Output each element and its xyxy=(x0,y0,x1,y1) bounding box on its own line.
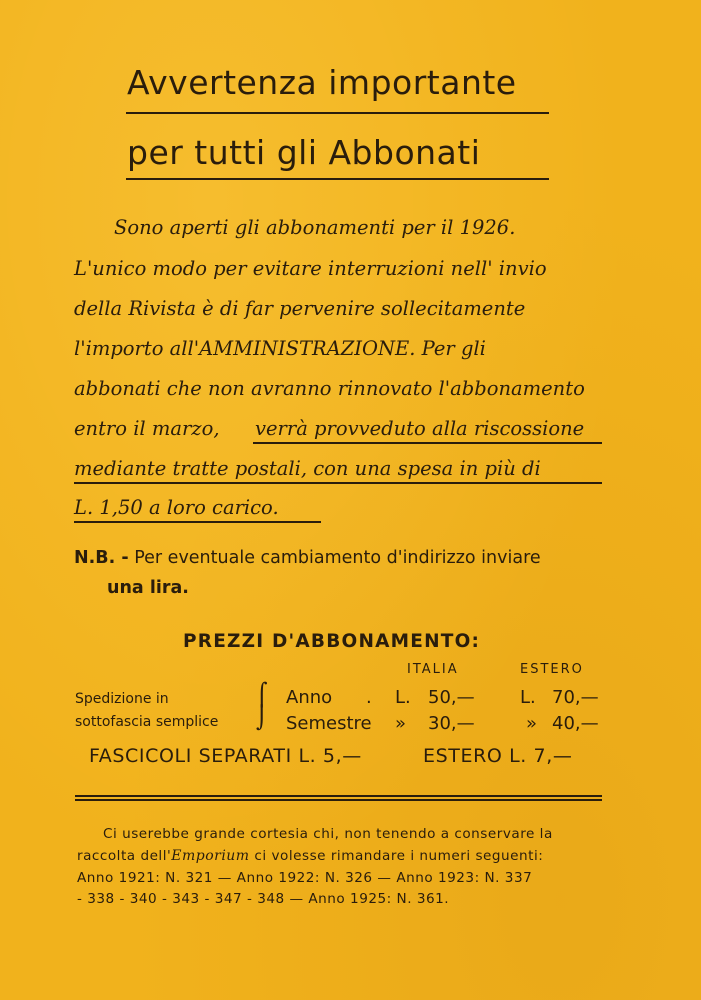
fascicoli-italia: FASCICOLI SEPARATI L. 5,— xyxy=(89,745,362,767)
footer-line-4: - 338 - 340 - 343 - 347 - 348 — Anno 1925: N. 361. xyxy=(77,891,450,907)
notice-line-7: mediante tratte postali, con una spesa in più di xyxy=(74,457,541,480)
row-anno-cur: L. xyxy=(395,687,411,708)
shipping-label-1: Spedizione in xyxy=(75,691,169,707)
row-anno-estero-cur: L. xyxy=(520,687,536,708)
notice-line-5: abbonati che non avranno rinnovato l'abbonamento xyxy=(74,377,585,400)
row-anno-estero: 70,— xyxy=(552,687,599,708)
notice-line-3: della Rivista è di far pervenire sollecitamente xyxy=(74,297,526,320)
footer-line-1: Ci userebbe grande cortesia chi, non tenendo a conservare la xyxy=(103,826,553,842)
footer-line-3: Anno 1921: N. 321 — Anno 1922: N. 326 — Anno 1923: N. 337 xyxy=(77,870,533,886)
footer-line-2 xyxy=(77,848,607,864)
notice-line-8: L. 1,50 a loro carico. xyxy=(74,496,279,519)
notice-line-6b: verrà provveduto alla riscossione xyxy=(255,417,585,440)
emporium-title: Emporium xyxy=(171,848,250,864)
notice-line-4: l'importo all'AMMINISTRAZIONE. Per gli xyxy=(74,337,486,360)
title-underline-2 xyxy=(126,178,549,180)
title-underline-1 xyxy=(126,112,549,114)
divider-bottom xyxy=(75,799,602,801)
nb-text: Per eventuale cambiamento d'indirizzo inviare xyxy=(134,548,541,568)
row-semestre-sep: » xyxy=(395,713,407,734)
col-estero: ESTERO xyxy=(520,662,584,677)
footer-line-2a: raccolta dell' xyxy=(77,848,172,864)
row-anno-italia: 50,— xyxy=(428,687,475,708)
brace-bottom: ⌡ xyxy=(256,706,268,731)
shipping-label-2: sottofascia semplice xyxy=(75,714,219,730)
underline-6 xyxy=(253,442,602,444)
nb-line xyxy=(74,548,614,568)
fascicoli-estero: ESTERO L. 7,— xyxy=(423,745,573,767)
brace-top: ⌠ xyxy=(256,683,268,708)
notice-line-2: L'unico modo per evitare interruzioni nell' invio xyxy=(74,257,547,280)
prices-title: PREZZI D'ABBONAMENTO: xyxy=(183,631,481,652)
nb-label: N.B. - xyxy=(74,548,129,568)
nb-text-2: una lira. xyxy=(107,578,189,598)
notice-line-6a: entro il marzo, xyxy=(74,417,220,440)
notice-line-1: Sono aperti gli abbonamenti per il 1926. xyxy=(114,216,516,239)
row-semestre-period: Semestre xyxy=(286,713,372,734)
row-semestre-italia: 30,— xyxy=(428,713,475,734)
footer-line-2c: ci volesse rimandare i numeri seguenti: xyxy=(249,848,544,864)
row-semestre-estero: 40,— xyxy=(552,713,599,734)
underline-7 xyxy=(74,482,602,484)
underline-8 xyxy=(74,521,321,523)
title-line-1: Avvertenza importante xyxy=(127,63,517,102)
row-anno-period: Anno xyxy=(286,687,333,708)
row-semestre-estero-cur: » xyxy=(526,713,538,734)
divider-top xyxy=(75,795,602,797)
row-anno-sep: . xyxy=(366,687,372,708)
col-italia: ITALIA xyxy=(407,662,459,677)
title-line-2: per tutti gli Abbonati xyxy=(127,133,481,172)
